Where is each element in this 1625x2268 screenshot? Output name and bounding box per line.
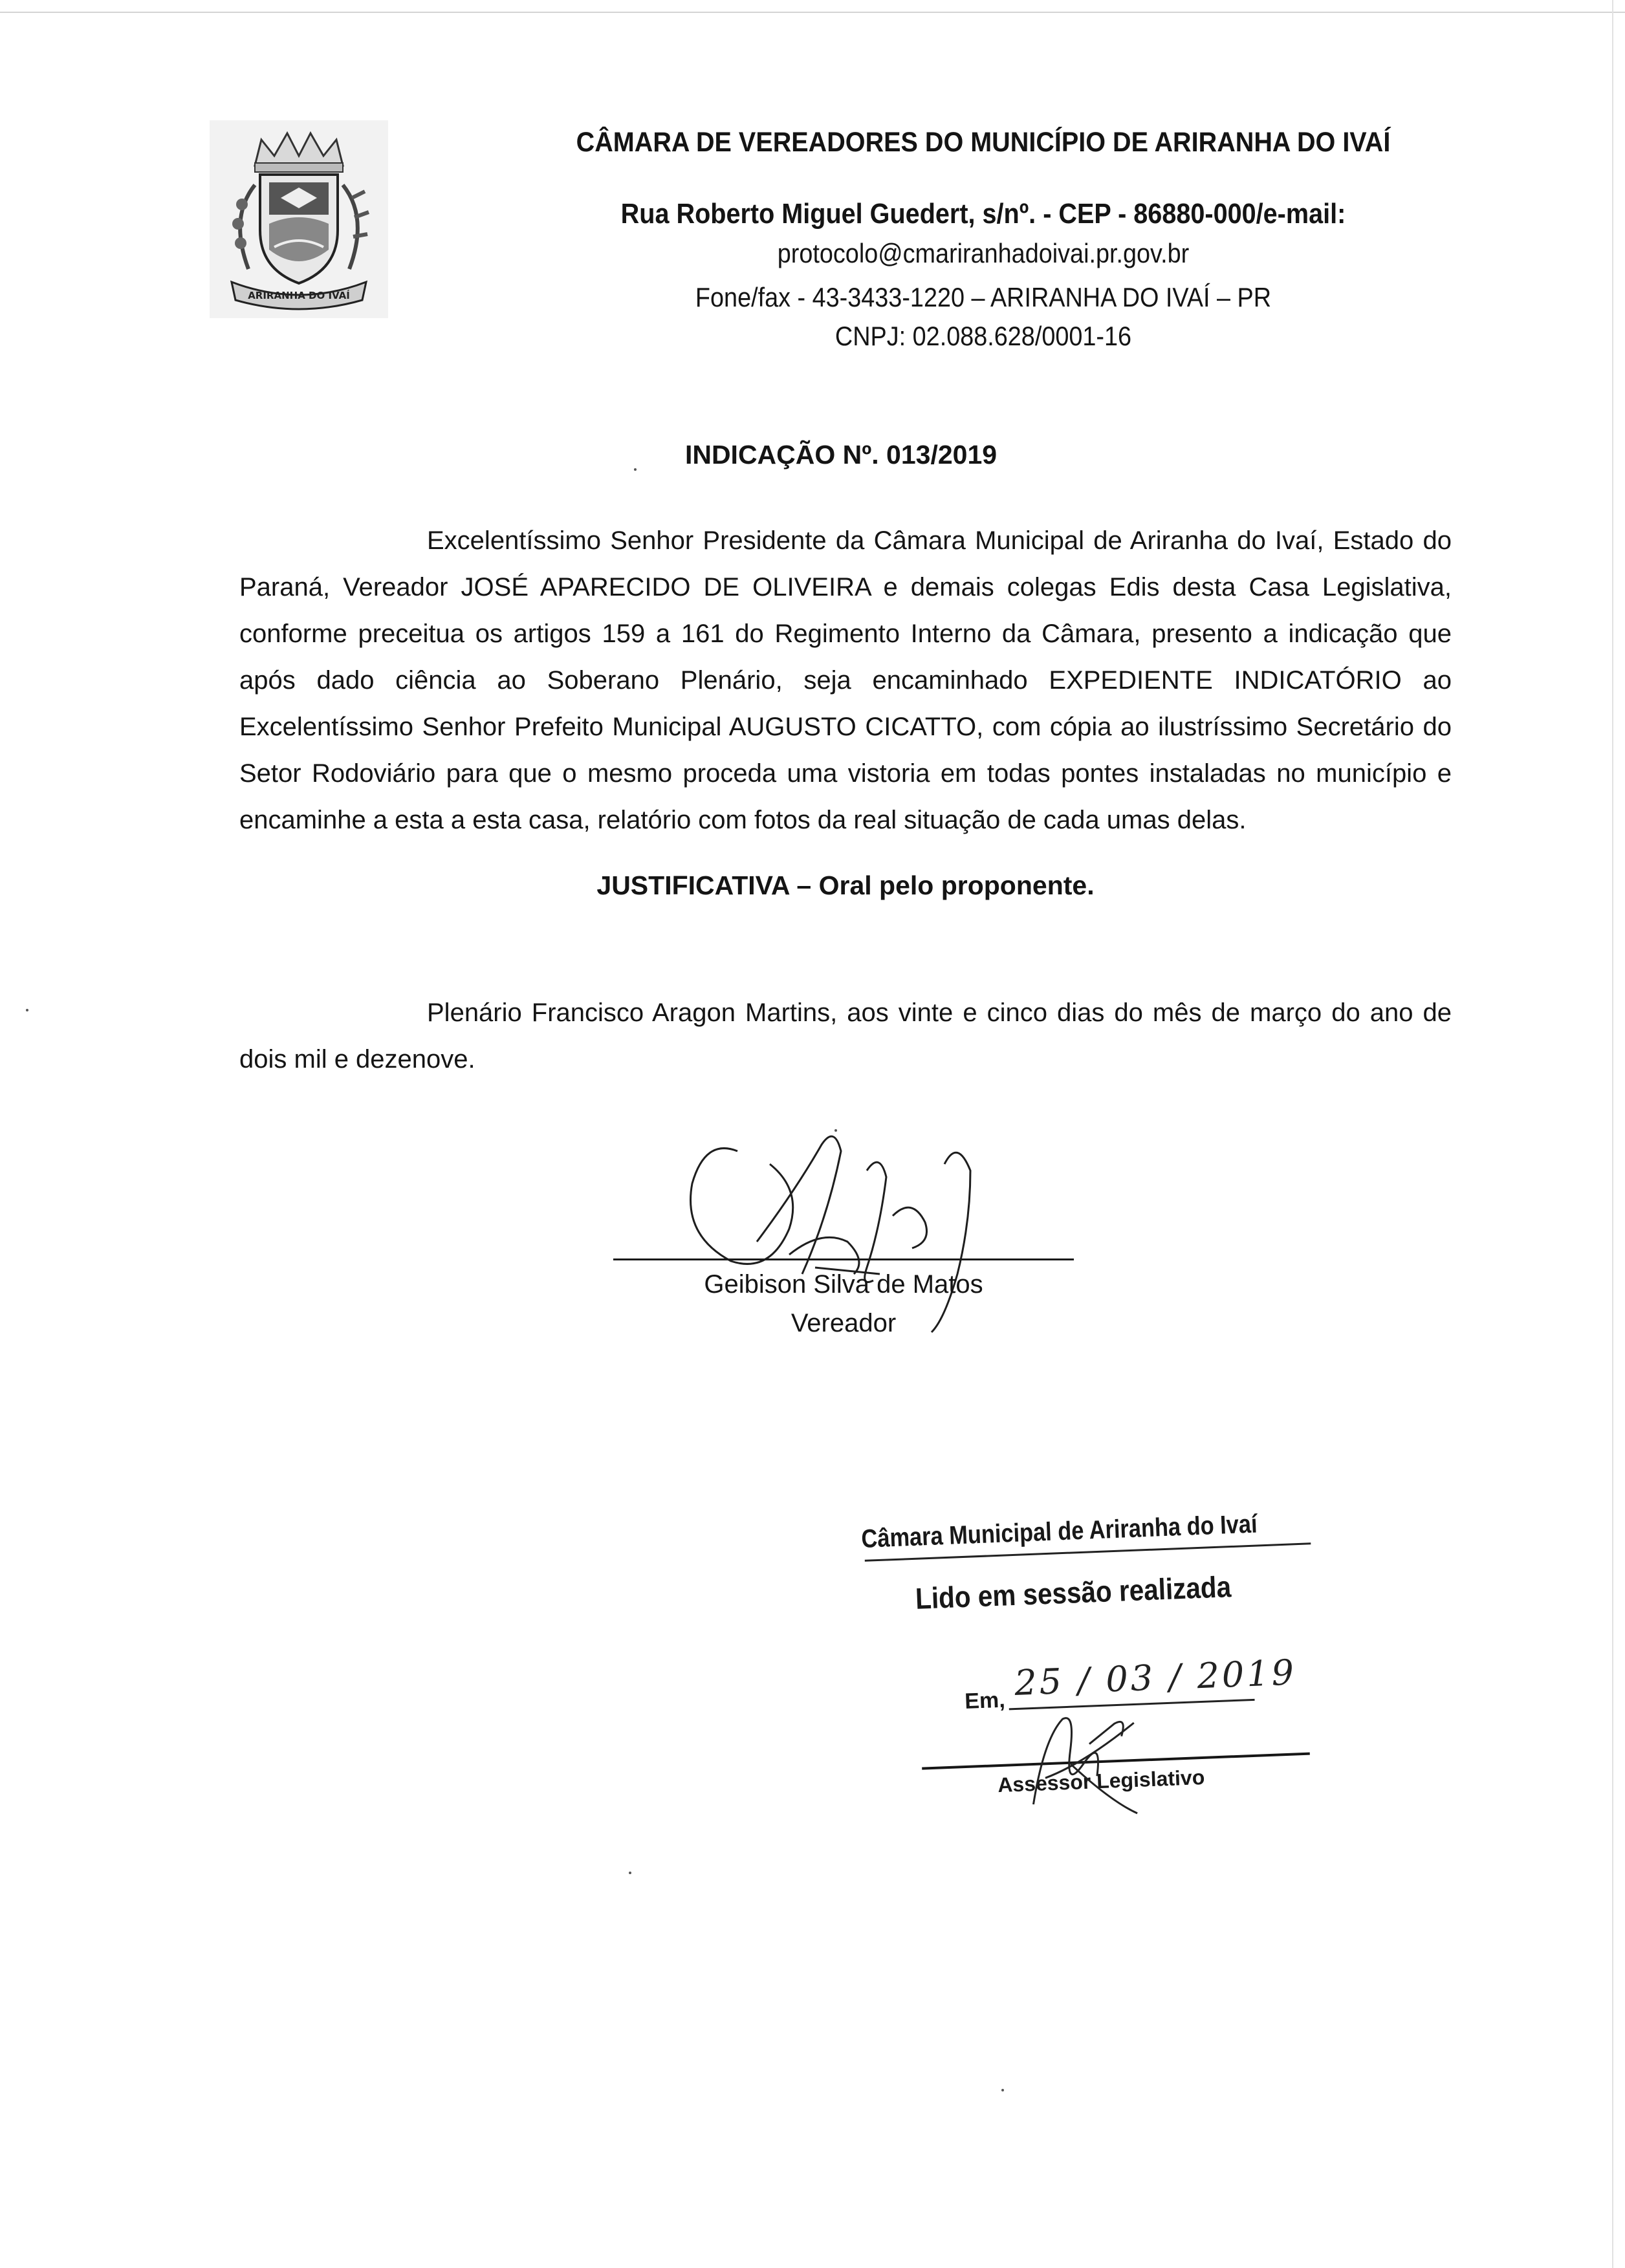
signatory-name: Geibison Silva de Matos xyxy=(704,1270,983,1299)
reading-stamp xyxy=(860,1496,1325,1849)
scan-speck xyxy=(634,468,637,471)
justification: JUSTIFICATIVA – Oral pelo proponente. xyxy=(596,870,1095,900)
document-title: INDICAÇÃO Nº. 013/2019 xyxy=(684,440,998,470)
stamp-chamber-name: Câmara Municipal de Ariranha do Ivaí xyxy=(860,1509,1258,1553)
stamp-signatory: Assessor Legislativo xyxy=(997,1765,1205,1797)
closing-paragraph: Plenário Francisco Aragon Martins, aos vinte e cinco dias do mês de março do ano de dois mil e dezenove. xyxy=(239,999,1452,1074)
stamp-initials xyxy=(1003,1696,1176,1825)
stamp-handwritten-date: 25 / 03 / 2019 xyxy=(1014,1652,1298,1704)
cnpj-line: CNPJ: 02.088.628/0001-16 xyxy=(834,321,1132,351)
signature-line xyxy=(613,1258,1074,1260)
phone-line: Fone/fax - 43-3433-1220 – ARIRANHA DO IVAÍ – PR xyxy=(695,282,1272,312)
scan-edge-right xyxy=(1612,0,1613,2268)
scan-speck xyxy=(26,1009,28,1011)
signatory-role: Vereador xyxy=(791,1309,897,1337)
address-line: Rua Roberto Miguel Guedert, s/nº. - CEP - 86880-000/e-mail: xyxy=(620,198,1346,230)
coat-of-arms-icon xyxy=(210,120,388,318)
scan-speck xyxy=(834,1129,837,1132)
scan-edge-top xyxy=(0,12,1625,13)
stamp-date-prefix: Em, xyxy=(964,1687,1006,1714)
institution-title: CÂMARA DE VEREADORES DO MUNICÍPIO DE ARIRANHA DO IVAÍ xyxy=(576,127,1391,158)
email-line: protocolo@cmariranhadoivai.pr.gov.br xyxy=(777,238,1190,268)
scan-speck xyxy=(1001,2089,1004,2091)
scan-speck xyxy=(629,1872,631,1874)
svg-text:ARIRANHA DO IVAÍ: ARIRANHA DO IVAÍ xyxy=(248,290,350,301)
stamp-read-in-session: Lido em sessão realizada xyxy=(915,1570,1232,1615)
document-body: Excelentíssimo Senhor Presidente da Câmara Municipal de Ariranha do Ivaí, Estado do Paraná, Vereador JOSÉ APARECIDO DE OLIVEIRA e demais colegas Edis desta Casa Legislativa, conforme preceitua os artigos 159 a 161 do Regimento Interno da Câmara, presento a indicação que após dado ciência ao Soberano Plenário, seja encaminhado EXPEDIENTE INDICATÓRIO ao Excelentíssimo Senhor Prefeito Municipal AUGUSTO CICATTO, com cópia ao ilustríssimo Secretário do Setor Rodoviário para que o mesmo proceda uma vistoria em todas pontes instaladas no município e encaminhe a esta a esta casa, relatório com fotos da real situação de cada umas delas. xyxy=(239,526,1452,834)
